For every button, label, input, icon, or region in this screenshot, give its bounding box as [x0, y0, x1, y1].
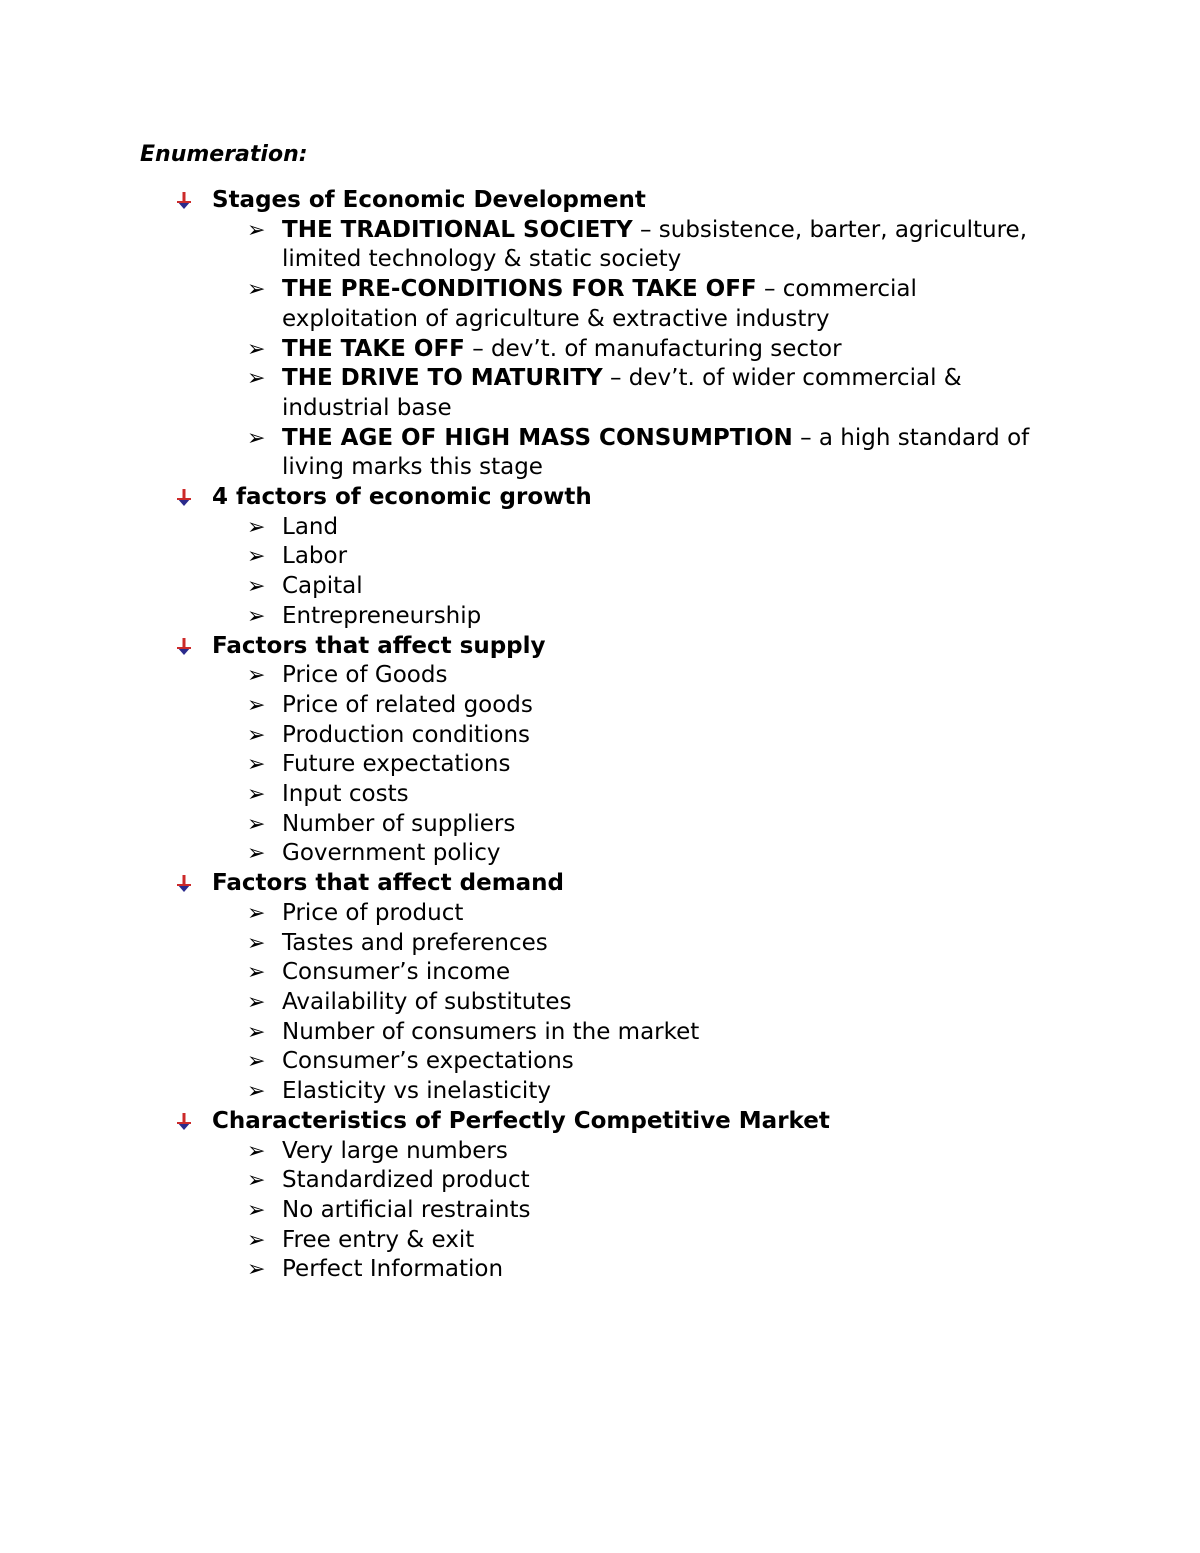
item-description: – subsistence, barter, agriculture, limited technology & static society [282, 216, 1027, 273]
list-item [247, 721, 1060, 751]
arrowhead-bullet-icon: ➢ [247, 514, 266, 540]
list-item [247, 364, 1060, 423]
list-item [247, 542, 1060, 572]
arrowhead-bullet-icon: ➢ [247, 1079, 266, 1105]
section-title-row [140, 869, 1060, 899]
section-title-row [140, 632, 1060, 662]
enumeration-heading: Enumeration: [140, 142, 308, 167]
section-3 [140, 869, 1060, 1107]
section-4 [140, 1107, 1060, 1285]
enumeration-list [140, 186, 1060, 1285]
item-text: Production conditions [282, 721, 531, 748]
down-arrow-bullet-icon [176, 875, 192, 893]
section-0 [140, 186, 1060, 483]
list-item [247, 691, 1060, 721]
down-arrow-bullet-icon [176, 638, 192, 656]
item-text: Government policy [282, 840, 501, 867]
item-term: THE PRE-CONDITIONS FOR TAKE OFF [282, 276, 757, 303]
arrowhead-bullet-icon: ➢ [247, 366, 266, 392]
section-title-row [140, 1107, 1060, 1137]
list-item [247, 929, 1060, 959]
arrowhead-bullet-icon: ➢ [247, 782, 266, 808]
list-item [247, 810, 1060, 840]
section-title: Factors that affect demand [212, 870, 565, 897]
section-title-row [140, 186, 1060, 216]
item-text: Future expectations [282, 751, 511, 778]
list-item [247, 661, 1060, 691]
list-item [247, 216, 1060, 275]
arrowhead-bullet-icon: ➢ [247, 960, 266, 986]
arrowhead-bullet-icon: ➢ [247, 930, 266, 956]
arrowhead-bullet-icon: ➢ [247, 663, 266, 689]
item-text: Entrepreneurship [282, 602, 482, 629]
item-description: – commercial exploitation of agriculture & extractive industry [282, 276, 917, 332]
item-term: THE DRIVE TO MATURITY [282, 365, 603, 392]
down-arrow-bullet-icon [176, 192, 192, 210]
arrowhead-bullet-icon: ➢ [247, 425, 266, 451]
section-title: Factors that affect supply [212, 632, 546, 659]
section-title: 4 factors of economic growth [212, 484, 592, 511]
item-text: Availability of substitutes [282, 988, 572, 1015]
list-item [247, 780, 1060, 810]
item-text: Labor [282, 543, 348, 570]
list-item [247, 1077, 1060, 1107]
arrowhead-bullet-icon: ➢ [247, 1168, 266, 1194]
arrowhead-bullet-icon: ➢ [247, 811, 266, 837]
arrowhead-bullet-icon: ➢ [247, 277, 266, 303]
list-item [247, 899, 1060, 929]
section-title-row [140, 483, 1060, 513]
arrowhead-bullet-icon: ➢ [247, 336, 266, 362]
arrowhead-bullet-icon: ➢ [247, 841, 266, 867]
down-arrow-bullet-icon [176, 1113, 192, 1131]
list-item [247, 958, 1060, 988]
list-item [247, 335, 1060, 365]
item-text: Perfect Information [282, 1256, 504, 1283]
arrowhead-bullet-icon: ➢ [247, 1257, 266, 1283]
section-2 [140, 632, 1060, 870]
arrowhead-bullet-icon: ➢ [247, 692, 266, 718]
list-item [247, 1018, 1060, 1048]
item-text: Free entry & exit [282, 1226, 475, 1253]
item-description: – dev’t. of wider commercial & industrial base [282, 365, 962, 421]
item-text: Land [282, 513, 339, 540]
list-item [247, 988, 1060, 1018]
arrowhead-bullet-icon: ➢ [247, 989, 266, 1015]
item-text: Very large numbers [282, 1137, 508, 1164]
list-item [247, 1255, 1060, 1285]
arrowhead-bullet-icon: ➢ [247, 752, 266, 778]
item-text: Price of related goods [282, 691, 533, 718]
item-text: Price of Goods [282, 662, 448, 689]
arrowhead-bullet-icon: ➢ [247, 217, 266, 243]
list-item [247, 1196, 1060, 1226]
item-text: Standardized product [282, 1167, 530, 1194]
section-title: Characteristics of Perfectly Competitive Market [212, 1107, 830, 1134]
section-title: Stages of Economic Development [212, 187, 646, 213]
list-item [247, 1226, 1060, 1256]
item-text: Input costs [282, 781, 409, 808]
item-term: THE AGE OF HIGH MASS CONSUMPTION [282, 424, 793, 451]
section-1 [140, 483, 1060, 632]
list-item [247, 572, 1060, 602]
item-text: Consumer’s expectations [282, 1048, 574, 1075]
item-text: Price of product [282, 899, 464, 926]
item-text: No artificial restraints [282, 1196, 531, 1223]
list-item [247, 513, 1060, 543]
list-item [247, 275, 1060, 334]
arrowhead-bullet-icon: ➢ [247, 722, 266, 748]
item-term: THE TAKE OFF [282, 335, 465, 362]
item-description: – a high standard of living marks this stage [282, 424, 1030, 481]
list-item [247, 602, 1060, 632]
list-item [247, 1137, 1060, 1167]
list-item [247, 1047, 1060, 1077]
item-text: Tastes and preferences [282, 929, 548, 956]
arrowhead-bullet-icon: ➢ [247, 1227, 266, 1253]
arrowhead-bullet-icon: ➢ [247, 1138, 266, 1164]
item-term: THE TRADITIONAL SOCIETY [282, 216, 633, 243]
arrowhead-bullet-icon: ➢ [247, 1197, 266, 1223]
item-text: Number of suppliers [282, 810, 516, 837]
item-text: Capital [282, 573, 363, 600]
item-text: Elasticity vs inelasticity [282, 1078, 551, 1105]
arrowhead-bullet-icon: ➢ [247, 900, 266, 926]
arrowhead-bullet-icon: ➢ [247, 603, 266, 629]
list-item [247, 750, 1060, 780]
list-item [247, 839, 1060, 869]
arrowhead-bullet-icon: ➢ [247, 544, 266, 570]
arrowhead-bullet-icon: ➢ [247, 1019, 266, 1045]
list-item [247, 1166, 1060, 1196]
down-arrow-bullet-icon [176, 489, 192, 507]
arrowhead-bullet-icon: ➢ [247, 1049, 266, 1075]
item-text: Number of consumers in the market [282, 1018, 700, 1045]
item-text: Consumer’s income [282, 959, 511, 986]
list-item [247, 424, 1060, 483]
item-description: – dev’t. of manufacturing sector [464, 335, 842, 362]
arrowhead-bullet-icon: ➢ [247, 574, 266, 600]
